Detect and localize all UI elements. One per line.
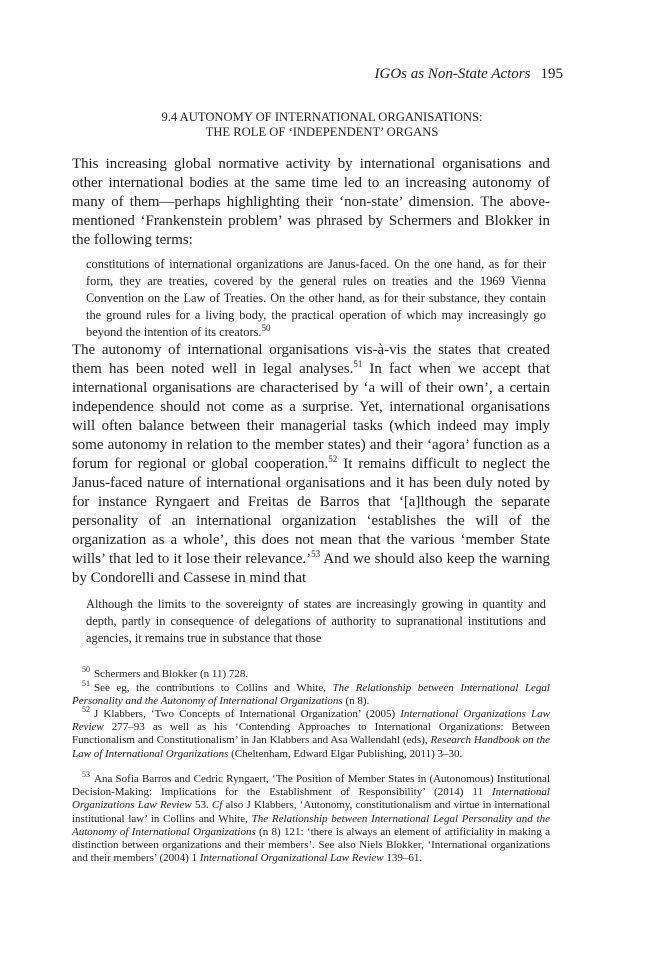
footnote-ref-52[interactable]: 52 (328, 454, 338, 465)
footnote-italic-title: International Organizational Law Review (199, 852, 384, 865)
page-number: 195 (540, 66, 563, 82)
section-heading (72, 110, 572, 140)
footnote-italic-title: International Organizations Law Review (72, 786, 550, 812)
footnote-ref-50[interactable]: 50 (261, 322, 271, 333)
footnote-text: Ana Sofia Barros and Cedric Ryngaert, ‘The Position of Member States in (Autonomous) Institutional Decision-Making: Implications for the Establishment of Responsibility’ (2014) 11 (72, 773, 550, 799)
footnote-ref-51[interactable]: 51 (353, 359, 363, 370)
footnote-text: J Klabbers, ‘Two Concepts of International Organization’ (2005) (94, 708, 401, 720)
footnote-text: 139–61. (383, 852, 423, 865)
footnote-text: 277–93 as well as his ‘Contending Approaches to International Organizations: Between Functionalism and Constitutionalism’ in Jan Klabbers and Asa Wallendahl (eds), (72, 721, 550, 747)
footnote-51 (72, 679, 550, 708)
footnote-text: (n 8) 121: ‘there is always an element of artificiality in making a distinction between organizations and their members’. See also Niels Blokker, ‘International organizations and their members’ (2004) 1 (72, 825, 550, 865)
footnote-italic-signal: Cf (211, 799, 223, 812)
footnote-53 (72, 770, 551, 865)
footnote-50 (72, 665, 550, 681)
footnote-italic-title: The Relationship between International Legal Personality and the Autonomy of International Organizations (72, 682, 550, 708)
footnote-text: 53. (191, 799, 212, 812)
footnote-ref-53[interactable]: 53 (311, 549, 321, 560)
paragraph-2-part-4: And we should also keep the warning by Condorelli and Cassese in mind that (72, 551, 550, 586)
paragraph-2-part-3: It remains difficult to neglect the Janus-faced nature of international organisations and it has been duly noted by for instance Ryngaert and Freitas de Barros that ‘[a]lthough the separate personality of an international organization ‘establishes the will of the organization as a whole’, this does not mean that the various ‘member State wills’ that led to it lose their relevance.’ (72, 456, 550, 567)
footnote-text: (Cheltenham, Edward Elgar Publishing, 2011) 3–30. (228, 747, 463, 760)
footnote-italic-title: Research Handbook on the Law of International Organizations (72, 734, 550, 760)
footnote-number: 53 (82, 770, 90, 780)
block-quote-1 (86, 256, 546, 341)
body-paragraph-1: This increasing global normative activity by international organisations and other international bodies at the same time led to an increasing autonomy of many of them—perhaps highlighting their ‘non-state’ dimension. The above-mentioned ‘Frankenstein problem’ was phrased by Schermers and Blokker in the following terms: (72, 156, 550, 248)
footnote-text: Schermers and Blokker (n 11) 728. (94, 668, 249, 680)
footnote-text: See eg, the contributions to Collins and White, (94, 682, 333, 694)
footnote-italic-title: International Organizations Law Review (72, 708, 550, 734)
paragraph-2-part-1: The autonomy of international organisations vis-à-vis the states that created them has been noted well in legal analyses. (72, 342, 550, 377)
body-paragraph-2 (72, 341, 550, 588)
footnote-italic-title: The Relationship between International Legal Personality and the Autonomy of International Organizations (72, 812, 550, 838)
footnote-number: 52 (82, 705, 90, 715)
section-heading-line-1: 9.4 AUTONOMY OF INTERNATIONAL ORGANISATIONS: (161, 110, 483, 124)
section-heading-line-2: THE ROLE OF ‘INDEPENDENT’ ORGANS (205, 125, 439, 139)
footnote-number: 50 (82, 665, 90, 675)
footnote-text: (n 8). (342, 695, 370, 708)
block-quote-2: Although the limits to the sovereignty of states are increasingly growing in quantity and depth, partly in consequence of delegations of authority to supranational institutions and agencies, it remains true in substance that those (86, 597, 546, 645)
block-quote-1-text: constitutions of international organizations are Janus-faced. On the one hand, as for their form, they are treaties, covered by the general rules on treaties and the 1969 Vienna Convention on the Law of Treaties. On the other hand, as for their substance, they contain the ground rules for a living body, the practical operation of which may increasingly go beyond the intention of its creators. (86, 257, 546, 339)
running-head-title: IGOs as Non-State Actors (374, 66, 531, 82)
paragraph-2-part-2: In fact when we accept that international organisations are characterised by ‘a will of their own’, a certain independence should not come as a surprise. Yet, international organisations will often balance between their managerial tasks (which indeed may imply some autonomy in relation to the member states) and their ‘agora’ function as a forum for regional or global cooperation. (72, 361, 550, 472)
footnote-number: 51 (82, 679, 90, 689)
footnote-52 (72, 705, 550, 761)
footnote-text: also J Klabbers, ‘Autonomy, constitutionalism and virtue in international institutional law’ in Collins and White, (72, 799, 551, 825)
running-head (375, 66, 563, 83)
